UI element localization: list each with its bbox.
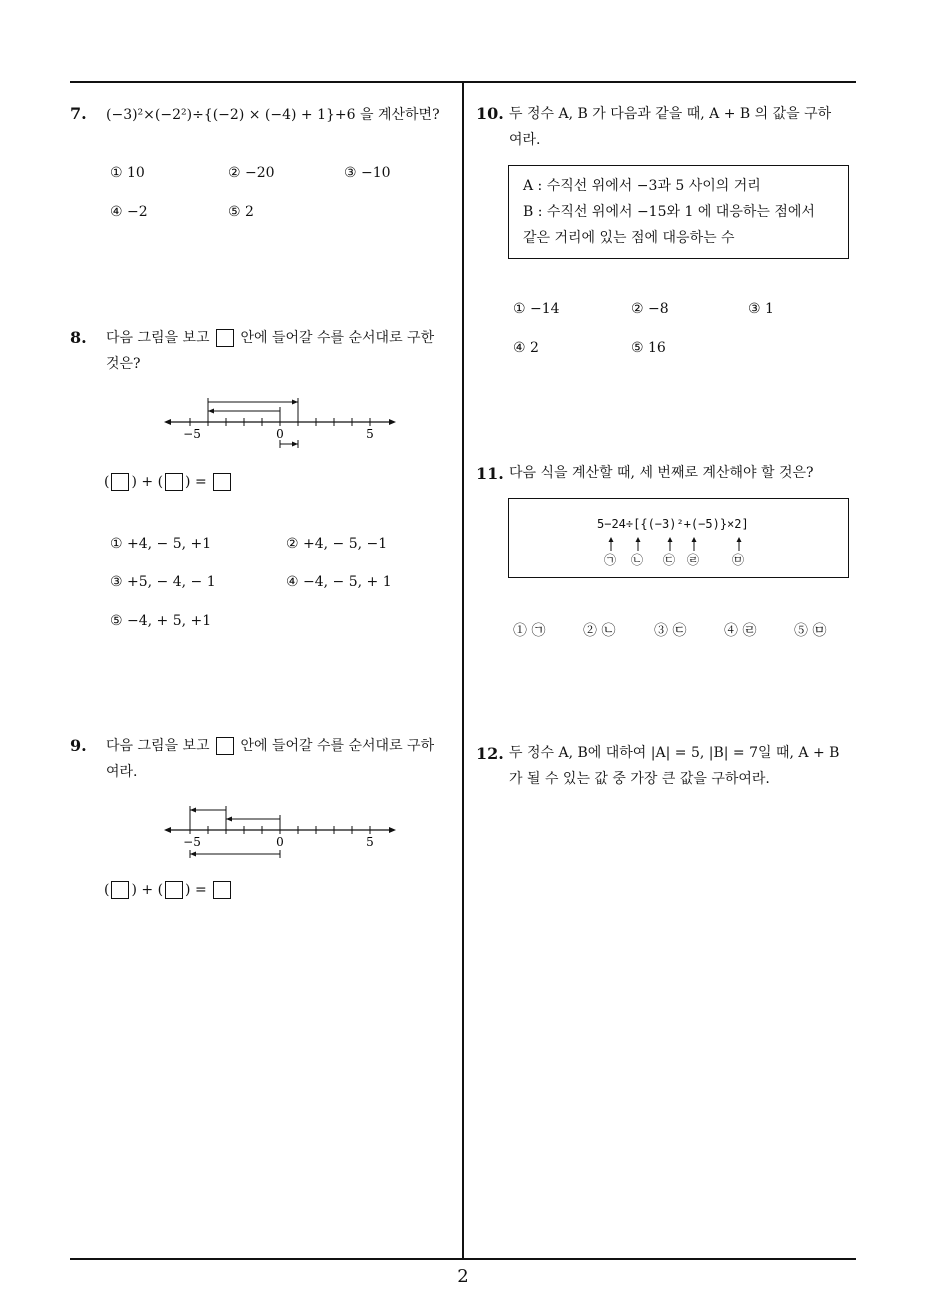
question-stem [106,102,440,128]
bottom-rule [70,1258,856,1260]
page-number: 2 [457,1266,469,1287]
axis-label-neg5: −5 [183,427,201,441]
blank-box[interactable] [213,473,231,491]
question-stem [509,740,839,792]
question-number: 7. [70,104,87,123]
question-number: 12. [476,744,504,763]
stem-part-2: 안에 들어갈 수를 순서대로 구하 [240,738,435,754]
stem-part-2: 안에 들어갈 수를 순서대로 구한 [240,330,435,346]
axis-arrow-right [389,827,396,833]
arrow-head [226,817,232,822]
arrow-head [292,442,298,447]
column-divider [462,81,464,1260]
marker-5: ㉤ [732,553,745,567]
expression: (−3)²×(−2²)÷{(−2) × (−4) + 1}+6 [106,107,356,123]
stem-suffix: 을 계산하면? [355,107,440,123]
choice-1[interactable]: ① 10 [110,165,145,181]
axis-arrow-left [164,419,171,425]
stem-part-1: 다음 그림을 보고 [106,738,210,754]
question-stem: 다음 식을 계산할 때, 세 번째로 계산해야 할 것은? [509,465,814,481]
stem-line-2: 여라. [509,132,541,148]
stem-line-1: 두 정수 A, B 가 다음과 같을 때, A + B 의 값을 구하 [509,106,832,122]
question-number: 11. [476,464,504,483]
choice-1[interactable]: ① ㉠ [513,623,546,639]
choice-2[interactable]: ② −20 [228,165,275,181]
stem-line-1: 두 정수 A, B에 대하여 |A| = 5, |B| = 7일 때, A + B [509,745,840,761]
axis-label-5: 5 [366,427,374,441]
stem-line-2: 여라. [106,764,138,780]
stem-line-2: 것은? [106,356,141,372]
arrow-head [208,409,214,414]
blank-box[interactable] [213,881,231,899]
blank-box [216,737,234,755]
blank-equation: ( ) + ( ) = [104,473,233,491]
axis-arrow-right [389,419,396,425]
blank-box[interactable] [165,473,183,491]
choice-2[interactable]: ② −8 [631,301,669,317]
expression-box [508,498,849,578]
equals-sign: = [194,882,207,898]
blank-box[interactable] [111,881,129,899]
condition-b: B : 수직선 위에서 −15와 1 에 대응하는 점에서 [523,204,815,220]
marker-3: ㉢ [663,553,676,567]
marker-2: ㉡ [631,553,644,567]
choice-4[interactable]: ④ ㉣ [724,623,757,639]
marker-1: ㉠ [604,553,617,567]
choice-5[interactable]: ⑤ −4, + 5, +1 [110,613,212,629]
question-stem [106,733,434,785]
choice-5[interactable]: ⑤ 2 [228,204,254,220]
question-number: 9. [70,736,87,755]
condition-b-cont: 같은 거리에 있는 점에 대응하는 수 [523,230,735,246]
question-stem [509,101,831,153]
expression: 5−24÷[{(−3)²+(−5)}×2] [597,517,749,531]
condition-box [508,165,849,259]
choice-2[interactable]: ② ㉡ [583,623,616,639]
axis-label-0: 0 [276,427,284,441]
question-number: 8. [70,328,87,347]
choice-3[interactable]: ③ −10 [344,165,391,181]
stem-part-1: 다음 그림을 보고 [106,330,210,346]
choice-1[interactable]: ① −14 [513,301,560,317]
axis-label-neg5: −5 [183,835,201,849]
choice-3[interactable]: ③ 1 [748,301,774,317]
choice-5[interactable]: ⑤ ㉤ [794,623,827,639]
choice-2[interactable]: ② +4, − 5, −1 [286,536,388,552]
marker-4: ㉣ [687,553,700,567]
axis-arrow-left [164,827,171,833]
question-stem [106,325,434,377]
blank-box[interactable] [165,881,183,899]
arrow-head [190,852,196,857]
equals-sign: = [194,474,207,490]
axis-label-0: 0 [276,835,284,849]
axis-label-5: 5 [366,835,374,849]
arrow-head [292,400,298,405]
blank-box[interactable] [111,473,129,491]
condition-a: A : 수직선 위에서 −3과 5 사이의 거리 [523,178,761,194]
stem-line-2: 가 될 수 있는 값 중 가장 큰 값을 구하여라. [509,771,770,787]
choice-4[interactable]: ④ −2 [110,204,148,220]
number-line-figure [160,392,400,452]
arrow-head [190,808,196,813]
choice-4[interactable]: ④ 2 [513,340,539,356]
choice-5[interactable]: ⑤ 16 [631,340,666,356]
number-line-figure [160,800,400,862]
choice-3[interactable]: ③ +5, − 4, − 1 [110,574,216,590]
choice-3[interactable]: ③ ㉢ [654,623,687,639]
plus-sign: + [141,474,154,490]
plus-sign: + [141,882,154,898]
choice-4[interactable]: ④ −4, − 5, + 1 [286,574,392,590]
blank-equation: ( ) + ( ) = [104,881,233,899]
blank-box [216,329,234,347]
choice-1[interactable]: ① +4, − 5, +1 [110,536,212,552]
question-number: 10. [476,104,504,123]
